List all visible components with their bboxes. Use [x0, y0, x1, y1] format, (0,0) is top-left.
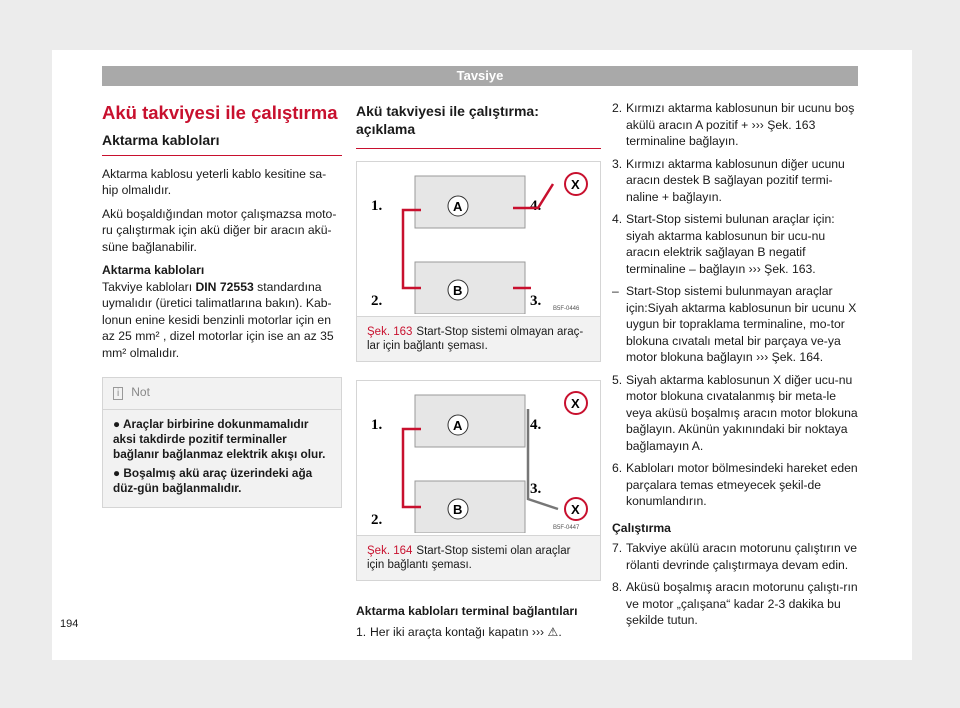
note-item: ● Araçlar birbirine dokunmamalıdır aksi takdirde pozitif terminaller bağlanır bağlanmaz elektrik akışı olur. [113, 416, 326, 461]
list-item: 7. Takviye akülü aracın motorunu çalıştırın ve rölanti devrinde çalıştırmaya devam edin. [612, 541, 857, 572]
battery-a-shape [415, 176, 525, 228]
paragraph: Akü boşaldığından motor çalışmazsa moto-ru çalıştırmak için akü diğer bir aracın akü-süne bağlanabilir. [102, 206, 337, 254]
figure-163 [356, 161, 601, 362]
svg-text:B5F-0446: B5F-0446 [553, 306, 580, 312]
svg-text:4.: 4. [530, 417, 542, 433]
list-item: – Start-Stop sistemi bulunmayan araçlar için:Siyah aktarma kablosunun bir ucunu X uygun bir topraklama terminaline, mo-tor blokuna cıvatalı metal bir parçaya ve-ya motor blokuna bağlayın ››› Şek. 164. [612, 284, 857, 364]
wiring-diagram-163 [363, 170, 594, 314]
left-column [102, 102, 342, 508]
note-body [103, 410, 341, 507]
list-item: 4. Start-Stop sistemi bulunan araçlar için: siyah aktarma kablosunun bir ucu-nu aracın elektrik sağlayan B negatif terminaline – bağlayın ››› Şek. 163. [612, 212, 835, 276]
svg-text:2.: 2. [371, 512, 383, 528]
list-item: 8. Aküsü boşalmış aracın motorunu çalıştı-rın ve motor „çalışana“ kadar 2-3 dakika bu şekilde tutun. [612, 580, 858, 627]
svg-text:1.: 1. [371, 417, 383, 433]
svg-text:X: X [571, 502, 580, 517]
right-column [612, 100, 860, 635]
list-item: 5. Siyah aktarma kablosunun X diğer ucu-nu motor blokuna cıvatalanmış bir meta-le veya aküsü boşalmış aracın motor blokuna bağlayın. Akünün yakınındaki bir noktaya bağlamayın A. [612, 372, 858, 453]
section-title: Akü takviyesi ile çalıştırma: açıklama [356, 102, 601, 149]
diagram-label: 2. [371, 293, 383, 309]
note-item: ● Boşalmış akü araç üzerindeki ağa düz-gün bağlanmalıdır. [113, 465, 313, 495]
section-tab: Tavsiye [102, 66, 858, 86]
battery-b-shape [415, 262, 525, 314]
svg-text:A: A [453, 418, 463, 433]
figure-164 [356, 380, 601, 581]
section-title: Akü takviyesi ile çalıştırma [102, 102, 338, 123]
info-icon: i [113, 387, 123, 400]
svg-text:B5F-0447: B5F-0447 [553, 525, 580, 531]
svg-text:X: X [571, 177, 580, 192]
diagram-label: 1. [371, 198, 383, 214]
list-item: 3. Kırmızı aktarma kablosunun diğer ucunu aracın destek B sağlayan pozitif termi-naline + bağlayın. [612, 156, 845, 204]
diagram-label: 3. [530, 293, 542, 309]
list-item: 1. Her iki araçta kontağı kapatın ››› ⚠. [356, 624, 562, 639]
wiring-diagram-164 [363, 389, 594, 533]
paragraph: Aktarma kablosu yeterli kablo kesitine sa-hip olmalıdır. [102, 166, 327, 197]
svg-text:B: B [453, 283, 463, 298]
figure-caption: Şek. 164 Start-Stop sistemi olan araçlar için bağlantı şeması. [357, 535, 600, 580]
subsection-title: Aktarma kabloları [102, 132, 342, 156]
diagram-label: 4. [530, 198, 542, 214]
paragraph-heading: Aktarma kabloları [102, 263, 205, 277]
subsection-title: Çalıştırma [612, 520, 671, 535]
page-number: 194 [60, 618, 79, 630]
paragraph: Takviye kabloları DIN 72553 standardına uymalıdır (üretici talimatlarına bakın). Kab-lonun enine kesidi benzinli motorlar için en az 25 mm² , dizel motorlar için ise an az 35 mm² olmalıdır. [102, 279, 334, 360]
svg-text:A: A [453, 199, 463, 214]
list-item: 2. Kırmızı aktarma kablosunun bir ucunu boş akülü aracın A pozitif + ››› Şek. 163 terminaline bağlayın. [612, 101, 855, 148]
figure-caption: Şek. 163 Start-Stop sistemi olmayan araç-lar için bağlantı şeması. [357, 316, 600, 361]
list-item: 6. Kabloları motor bölmesindeki hareket eden parçalara temas etmeyecek şekil-de konumlandırın. [612, 461, 858, 508]
svg-text:B: B [453, 502, 463, 517]
svg-text:X: X [571, 396, 580, 411]
subsection-title: Aktarma kabloları terminal bağlantıları [356, 604, 578, 618]
middle-column [356, 102, 601, 646]
svg-text:3.: 3. [530, 481, 542, 497]
note-header: i Not [103, 378, 341, 410]
note-box [102, 377, 342, 508]
